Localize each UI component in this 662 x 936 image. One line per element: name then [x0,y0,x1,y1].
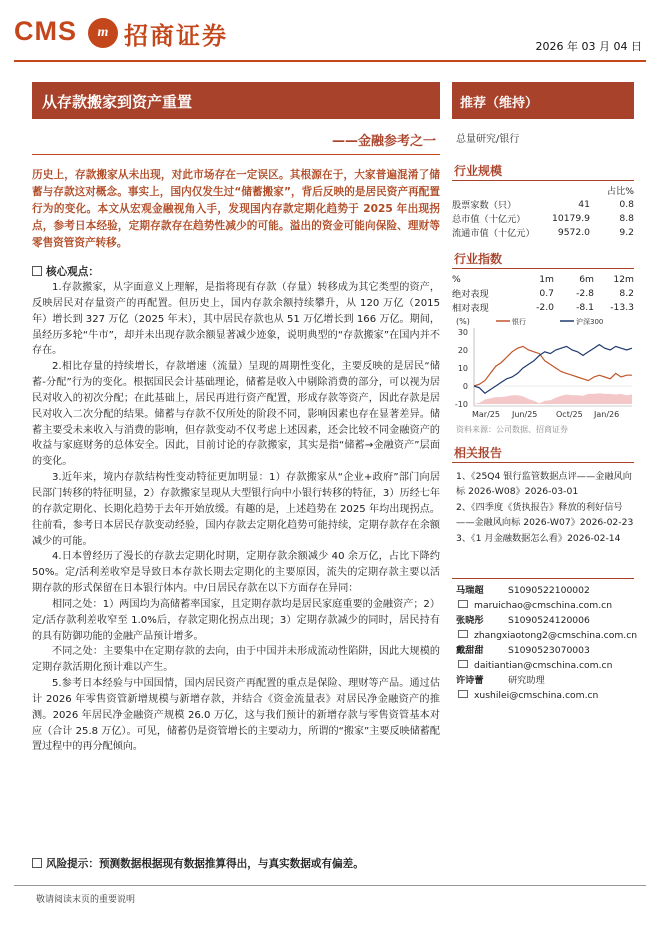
footer-divider [14,885,646,886]
body-paragraph: 4.日本曾经历了漫长的存款去定期化时期，定期存款余额减少 40 余万亿，占比下降约 50%。定/活利差收窄是导致日本存款长期去定期化的主要原因，流失的定期存款主要以活期存款的形式保留在日本银行体内。中/日居民存款在以下方面存在异同： [32,551,440,595]
industry-label: 总量研究/银行 [456,134,520,145]
y-tick-label: -10 [454,400,468,409]
chart-source: 资料来源：公司数据、招商证券 [456,425,568,434]
related-report-link[interactable]: 3、《1 月金融数据怎么看》2026-02-14 [456,533,621,544]
key-points-label: 核心观点： [46,266,99,278]
analyst-name: 戴甜甜 [456,645,484,656]
scale-table [452,183,634,239]
analyst-email-row [456,628,638,643]
analyst-row [456,613,638,628]
table-cell: 0.8 [619,198,634,210]
y-tick-label: 30 [457,328,468,337]
table-cell: 股票家数（只） [452,200,517,211]
table-cell: -2.8 [576,287,594,299]
analyst-name: 张晓彤 [456,615,484,626]
table-header-row [452,272,634,286]
body-paragraph: 不同之处：主要集中在定期存款的去向，由于中国并未形成流动性陷阱，因此大规模的定期存款活期化预计难以产生。 [32,646,440,674]
table-row [452,300,634,314]
table-cell: 相对表现 [452,303,489,314]
body-text [32,280,440,755]
analyst-code: S1090523070003 [508,645,590,656]
checkbox-bullet-icon [32,858,42,868]
table-cell: 9.2 [619,226,634,238]
section-industry-scale [452,162,634,181]
relative-performance-area [474,393,632,404]
logo-company-name: 招商证券 [124,22,228,50]
analyst-email-row [456,658,638,673]
x-tick-label: Jan/26 [594,410,620,419]
y-tick-label: 20 [457,346,468,355]
rating-banner [452,82,634,119]
header-divider [14,60,646,62]
legend-label-bank: 银行 [512,318,526,326]
analyst-code: S1090522100002 [508,585,590,596]
table-cell: -8.1 [576,301,594,313]
table-cell: 41 [578,198,590,210]
subtitle-divider [32,154,440,155]
mail-icon [458,660,468,668]
analyst-name: 马瑞超 [456,585,484,596]
x-tick-label: Oct/25 [556,410,583,419]
title-banner [32,82,440,119]
mail-icon [458,630,468,638]
analyst-email[interactable]: daitiantian@cmschina.com.cn [474,660,613,671]
table-cell: 8.2 [619,287,634,299]
related-report-link[interactable]: 2、《四季度《货执报告》释放的利好信号——金融风向标 2026-W07》2026-02-23 [456,502,634,528]
section-title: 行业规模 [454,164,503,178]
related-reports-list [456,470,636,549]
analyst-list [456,583,638,703]
analyst-row [456,643,638,658]
y-tick-label: 0 [462,382,468,391]
body-paragraph: 1.存款搬家，从字面意义上理解，是指将现有存款（存量）转移成为其它类型的资产，反映居民对存量资产的再配置。但历史上，国内存款余额持续攀升，从 120 万亿（2015 年）增长到 327 万亿（2025 年末），其中居民存款也从 51 万亿增长到 166 万亿。期间，虽经历多轮“牛市”，却并未出现存款余额显著减少迹象，说明典型的“存款搬家”在国内并不存在。 [32,282,440,357]
table-cell: 总市值（十亿元） [452,214,526,225]
y-tick-label: 10 [457,364,468,373]
table-cell: 0.7 [539,287,554,299]
checkbox-bullet-icon [32,266,42,276]
analyst-email[interactable]: xushilei@cmschina.com.cn [474,690,599,701]
chart-ylabel: (%) [456,317,470,326]
table-cell: 绝对表现 [452,289,489,300]
analyst-code: S1090524120006 [508,615,590,626]
body-paragraph: 相同之处：1）两国均为高储蓄率国家，且定期存款均是居民家庭重要的金融资产；2）定/活存款利差收窄至 1.0%后，存款定期化拐点出现；3）定期存款减少的同时，居民持有的具有防御功能的金融产品预计增多。 [32,598,440,642]
table-row [452,197,634,211]
performance-table [452,272,634,314]
analyst-name: 许诗蕾 [456,675,484,686]
analyst-email-row [456,688,638,703]
section-title: 行业指数 [454,252,503,266]
report-date: 2026 年 03 月 04 日 [535,40,642,53]
analyst-divider [452,578,634,579]
section-industry-index [452,250,634,269]
section-related-reports [452,444,634,463]
table-header: 12m [613,273,634,285]
performance-chart [452,316,638,424]
footer-note: 敬请阅读末页的重要说明 [36,895,136,905]
table-cell: 8.8 [619,212,634,224]
table-cell: 9572.0 [557,226,590,238]
mail-icon [458,600,468,608]
mail-icon [458,690,468,698]
table-cell: 流通市值（十亿元） [452,228,535,239]
logo-text: CMS [14,16,77,46]
abstract: 历史上，存款搬家从未出现，对此市场存在一定误区。其根源在于，大家普遍混淆了储蓄与存款这对概念。事实上，国内仅发生过“储蓄搬家”，背后反映的是居民资产再配置行为的变化。本文从宏观金融视角入手，发现国内存款定期化趋势于 2025 年出现拐点，参考日本经验，定期存款存在趋势性减少的可能。溢出的资金可能向保险、理财等零售资管资产转移。 [32,169,440,249]
analyst-row [456,583,638,598]
related-report-link[interactable]: 1、《25Q4 银行监管数据点评——金融风向标 2026-W08》2026-03-01 [456,471,632,497]
table-cell: 10179.9 [552,212,590,224]
x-tick-label: Mar/25 [472,410,500,419]
logo-badge-icon: m [88,18,118,48]
section-title: 相关报告 [454,446,503,460]
report-subtitle: ——金融参考之一 [331,134,436,149]
table-cell: -2.0 [536,301,554,313]
body-paragraph: 5.参考日本经验与中国国情，国内居民资产再配置的重点是保险、理财等产品。通过估计 2026 年零售资管新增规模与新增存款，并结合《资金流量表》对居民净金融资产的推测。2026 年居民净金融资产规模 26.0 万亿，这与我们预计的新增存款与零售资管基本对应（合计 25.8 万亿）。可见，储蓄仍是资管增长的主要动力，所谓的“搬家”主要反映储蓄配置过程中的再分配倾向。 [32,678,440,753]
risk-warning [32,856,440,871]
table-header: % [452,273,461,285]
table-cell: -13.3 [610,301,634,313]
table-header: 6m [579,273,594,285]
analyst-email-row [456,598,638,613]
body-paragraph: 3.近年来，境内存款结构性变动特征更加明显：1）存款搬家从“企业+政府”部门向居民部门转移的特征明显，2）存款搬家呈现从大型银行向中小银行转移的特征，3）历经七年的存款定期化、长期化趋势于去年开始放缓。有趣的是，上述趋势在 2025 年均出现拐点。往前看，参考日本居民存款变动经验，国内存款去定期化趋势可能持续，定期存款存在余额减少的可能。 [32,472,440,547]
table-header: 1m [539,273,554,285]
analyst-email[interactable]: maruichao@cmschina.com.cn [474,600,613,611]
analyst-code: 研究助理 [508,675,545,686]
scale-col-header: 占比% [606,186,634,197]
table-row [452,211,634,225]
x-tick-label: Jun/25 [512,410,538,419]
table-row [452,225,634,239]
analyst-row [456,673,638,688]
risk-text: 风险提示：预测数据根据现有数据推算得出，与真实数据或有偏差。 [46,858,364,870]
report-title: 从存款搬家到资产重置 [42,93,193,111]
analyst-email[interactable]: zhangxiaotong2@cmschina.com.cn [474,630,638,641]
legend-label-hs300: 沪深300 [576,318,604,326]
table-row [452,286,634,300]
rating-label: 推荐（维持） [460,96,539,111]
key-points-heading [32,264,99,279]
body-paragraph: 2.相比存量的持续增长，存款增速（流量）呈现的周期性变化，主要反映的是居民“储蓄-分配”行为的变化。根据国民会计基础理论，储蓄是收入中剔除消费的部分，可以视为居民对收入的初次分配；在此基础上，居民再进行资产配置，形成存款等资产，因此存款是居民对收入二次分配的结果。储蓄与存款不仅所处的阶段不同，影响因素也存在显著差异。储蓄主要受未来收入与消费的影响，但存款变动不仅考虑上述因素，还会比较不同金融资产的收益与家庭财务的总体安全。因此，目前讨论的存款搬家，其实是指“储蓄→金融资产”层面的变化。 [32,361,440,468]
